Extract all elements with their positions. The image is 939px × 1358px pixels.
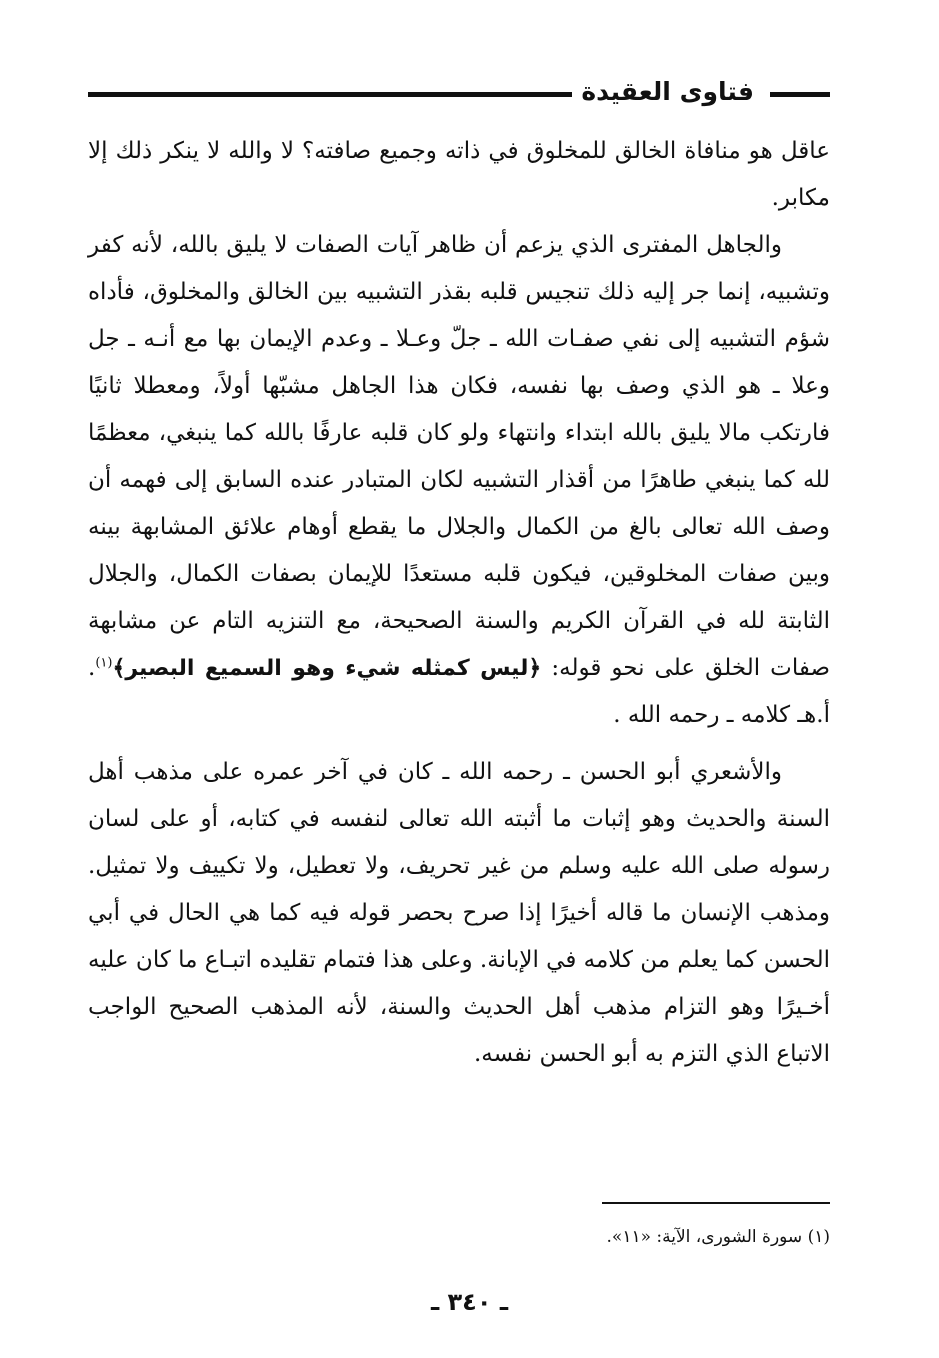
book-title: فتاوى العقيدة <box>581 77 754 106</box>
main-text <box>88 128 830 1078</box>
footnote-marker: (١) <box>95 655 113 671</box>
footnote: (١) سورة الشورى، الآية: «١١». <box>606 1227 830 1247</box>
quran-verse: ﴿ليس كمثله شيء وهو السميع البصير﴾ <box>112 656 542 681</box>
paragraph-2 <box>88 222 830 739</box>
paragraph-2-text: والجاهل المفترى الذي يزعم أن ظاهر آيات الصفات لا يليق بالله، لأنه كفر وتشبيه، إنما جر إليه ذلك تنجيس قلبه بقذر التشبيه بين الخالق والمخلوق، فأداه شؤم التشبيه إلى نفي صفـات الله ـ جلّ وعـلا ـ وعدم الإيمان بها مع أنـه ـ جل وعلا ـ هو الذي وصف بها نفسه، فكان هذا الجاهل مشبّها أولاً، ومعطلا ثانيًا فارتكب مالا يليق بالله ابتداء وانتهاء ولو كان قلبه عارفًا بالله كما ينبغي، معظمًا لله كما ينبغي طاهرًا من أقذار التشبيه لكان المتبادر عنده السابق إلى فهمه أن وصف الله تعالى بالغ من الكمال والجلال ما يقطع أوهام علائق المشابهة بينه وبين صفات المخلوقين، فيكون قلبه مستعدًا للإيمان بصفات الكمال، والجلال الثابتة لله في القرآن الكريم والسنة الصحيحة، مع التنزيه التام عن مشابهة صفات الخلق على نحو قوله: <box>88 232 830 681</box>
page-number: ـ ٣٤٠ ـ <box>430 1288 509 1316</box>
header-rule-long <box>88 92 572 97</box>
header-rule-short <box>770 92 830 97</box>
paragraph-1: عاقل هو منافاة الخالق للمخلوق في ذاته وجميع صافته؟ لا والله لا ينكر ذلك إلا مكابر. <box>88 138 830 211</box>
paragraph-3: والأشعري أبو الحسن ـ رحمه الله ـ كان في آخر عمره على مذهب أهل السنة والحديث وهو إثبات ما أثبته الله تعالى لنفسه في كتابه، أو على لسان رسوله صلى الله عليه وسلم من غير تحريف، ولا تعطيل، ولا تكييف ولا تمثيل. ومذهب الإنسان ما قاله أخيرًا إذا صرح بحصر قوله فيه كما هي الحال في أبي الحسن كما يعلم من كلامه في الإبانة. وعلى هذا فتمام تقليده اتبـاع ما كان عليه أخـيرًا وهو التزام مذهب أهل الحديث والسنة، لأنه المذهب الصحيح الواجب الاتباع الذي التزم به أبو الحسن نفسه. <box>88 759 830 1067</box>
running-header <box>88 68 830 118</box>
paragraph-2-end: . أ.هـ كلامه ـ رحمه الله . <box>88 655 830 728</box>
footnote-separator <box>602 1202 830 1204</box>
